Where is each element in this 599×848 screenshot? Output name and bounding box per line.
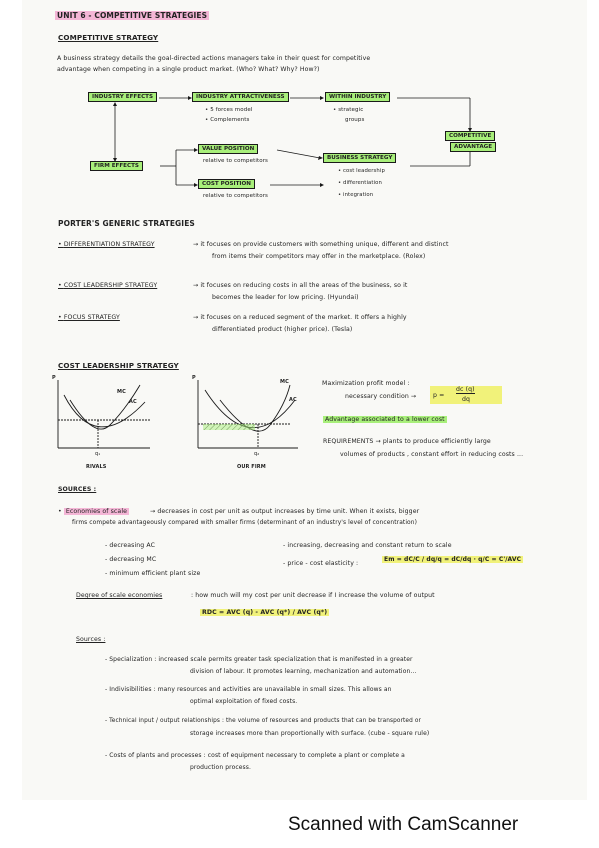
- cost-leadership-line-1: → it focuses on reducing costs in all the areas of the business, so it: [193, 282, 408, 289]
- rdc-formula: RDC = AVC (q) - AVC (q*) / AVC (q*): [202, 609, 328, 616]
- scanner-watermark: Scanned with CamScanner: [288, 814, 519, 835]
- indivisibilities-line-2: optimal exploitation of fixed costs.: [190, 698, 298, 705]
- marginal-cost-formula: p = dc (q) dq: [430, 386, 502, 404]
- industry-effects-box: INDUSTRY EFFECTS: [88, 92, 157, 102]
- graph1-ac-label: AC: [129, 399, 137, 405]
- max-model-line-1: Maximization profit model :: [322, 380, 410, 387]
- scale-line-1: → decreases in cost per unit as output increases by time unit. When it exists, bigger: [150, 508, 420, 515]
- bs-bullet-3: • integration: [338, 192, 374, 198]
- focus-line-2: differentiated product (higher price). (Tesla): [212, 326, 353, 333]
- within-bullet-2: groups: [345, 117, 365, 123]
- graph2-p-label: P: [192, 375, 196, 381]
- decreasing-mc: - decreasing MC: [105, 556, 157, 563]
- technical-line-1: - Technical input / output relationships : the volume of resources and products that can be transported or: [105, 718, 421, 724]
- technical-line-2: storage increases more than proportionally with surface. (cube - square rule): [190, 730, 430, 737]
- competitive-strategy-heading: COMPETITIVE STRATEGY: [58, 33, 159, 42]
- unit-title: UNIT 6 - COMPETITIVE STRATEGIES: [57, 11, 208, 20]
- sources-subheading: Sources :: [76, 636, 106, 643]
- attr-bullet-1: • 5 forces model: [205, 107, 253, 113]
- differentiation-line-2: from items their competitors may offer in the marketplace. (Rolex): [212, 253, 426, 260]
- decreasing-ac: - decreasing AC: [105, 542, 156, 549]
- graph2-ac-label: AC: [289, 397, 297, 403]
- graph1-q-label: q₁: [95, 451, 101, 457]
- graph2-caption: OUR FIRM: [237, 464, 266, 470]
- definition-line-2: advantage when competing in a single product market. (Who? What? Why? How?): [57, 66, 320, 73]
- focus-line-1: → it focuses on a reduced segment of the market. It offers a highly: [193, 314, 407, 321]
- firm-effects-box: FIRM EFFECTS: [90, 161, 143, 171]
- porter-heading: PORTER'S GENERIC STRATEGIES: [58, 219, 195, 228]
- requirements-line-2: volumes of products , constant effort in reducing costs ...: [340, 451, 524, 458]
- attr-bullet-2: • Complements: [205, 117, 250, 123]
- specialization-line-2: division of labour. It promotes learning, mechanization and automation...: [190, 668, 417, 675]
- cost-leadership-heading: COST LEADERSHIP STRATEGY: [58, 361, 179, 370]
- cost-leadership-line-2: becomes the leader for low pricing. (Hyundai): [212, 294, 359, 301]
- value-note: relative to competitors: [203, 158, 269, 164]
- graph1-p-label: P: [52, 375, 56, 381]
- price-cost-elasticity: - price - cost elasticity :: [283, 560, 359, 567]
- competitive-box: COMPETITIVE: [445, 131, 495, 141]
- graph2-q-label: q₂: [254, 451, 260, 457]
- requirements-line-1: REQUIREMENTS → plants to produce efficiently large: [323, 438, 491, 445]
- cost-leadership-label: • COST LEADERSHIP STRATEGY: [58, 282, 158, 289]
- returns-to-scale: - increasing, decreasing and constant return to scale: [283, 542, 452, 549]
- advantage-box: ADVANTAGE: [450, 142, 496, 152]
- economies-of-scale-label: • Economies of scale: [58, 508, 128, 515]
- max-model-line-2: necessary condition →: [345, 393, 417, 400]
- degree-label: Degree of scale economies: [76, 592, 163, 599]
- graph2-mc-label: MC: [280, 379, 289, 385]
- within-industry-box: WITHIN INDUSTRY: [325, 92, 390, 102]
- degree-text: : how much will my cost per unit decrease if I increase the volume of output: [191, 592, 435, 599]
- min-efficient-plant-size: - minimum efficient plant size: [105, 570, 201, 577]
- value-position-box: VALUE POSITION: [198, 144, 258, 154]
- sources-heading: SOURCES :: [58, 486, 97, 493]
- focus-label: • FOCUS STRATEGY: [58, 314, 120, 321]
- specialization-line-1: - Specialization : increased scale permits greater task specialization that is manifested in a greater: [105, 656, 413, 663]
- definition-line-1: A business strategy details the goal-directed actions managers take in their quest for competitive: [57, 55, 371, 62]
- scale-line-2: firms compete advantageously compared with smaller firms (determinant of an industry's level of concentration): [72, 520, 417, 526]
- graph1-caption: RIVALS: [86, 464, 107, 470]
- advantage-note: Advantage associated to a lower cost: [325, 416, 445, 423]
- bs-bullet-2: • differentiation: [338, 180, 382, 186]
- cost-position-box: COST POSITION: [198, 179, 255, 189]
- graph1-mc-label: MC: [117, 389, 126, 395]
- costs-plants-line-1: - Costs of plants and processes : cost of equipment necessary to complete a plant or complete a: [105, 752, 405, 759]
- indivisibilities-line-1: - Indivisibilities : many resources and activities are unavailable in small sizes. This allows an: [105, 686, 392, 693]
- differentiation-label: • DIFFERENTIATION STRATEGY: [58, 241, 155, 248]
- within-bullet-1: • strategic: [333, 107, 364, 113]
- business-strategy-box: BUSINESS STRATEGY: [323, 153, 396, 163]
- cost-note: relative to competitors: [203, 193, 269, 199]
- elasticity-formula: Em = dC/C / dq/q = dC/dq · q/C = C'/AVC: [384, 556, 522, 563]
- differentiation-line-1: → it focuses on provide customers with something unique, different and distinct: [193, 241, 449, 248]
- costs-plants-line-2: production process.: [190, 764, 251, 771]
- bs-bullet-1: • cost leadership: [338, 168, 385, 174]
- industry-attractiveness-box: INDUSTRY ATTRACTIVENESS: [192, 92, 289, 102]
